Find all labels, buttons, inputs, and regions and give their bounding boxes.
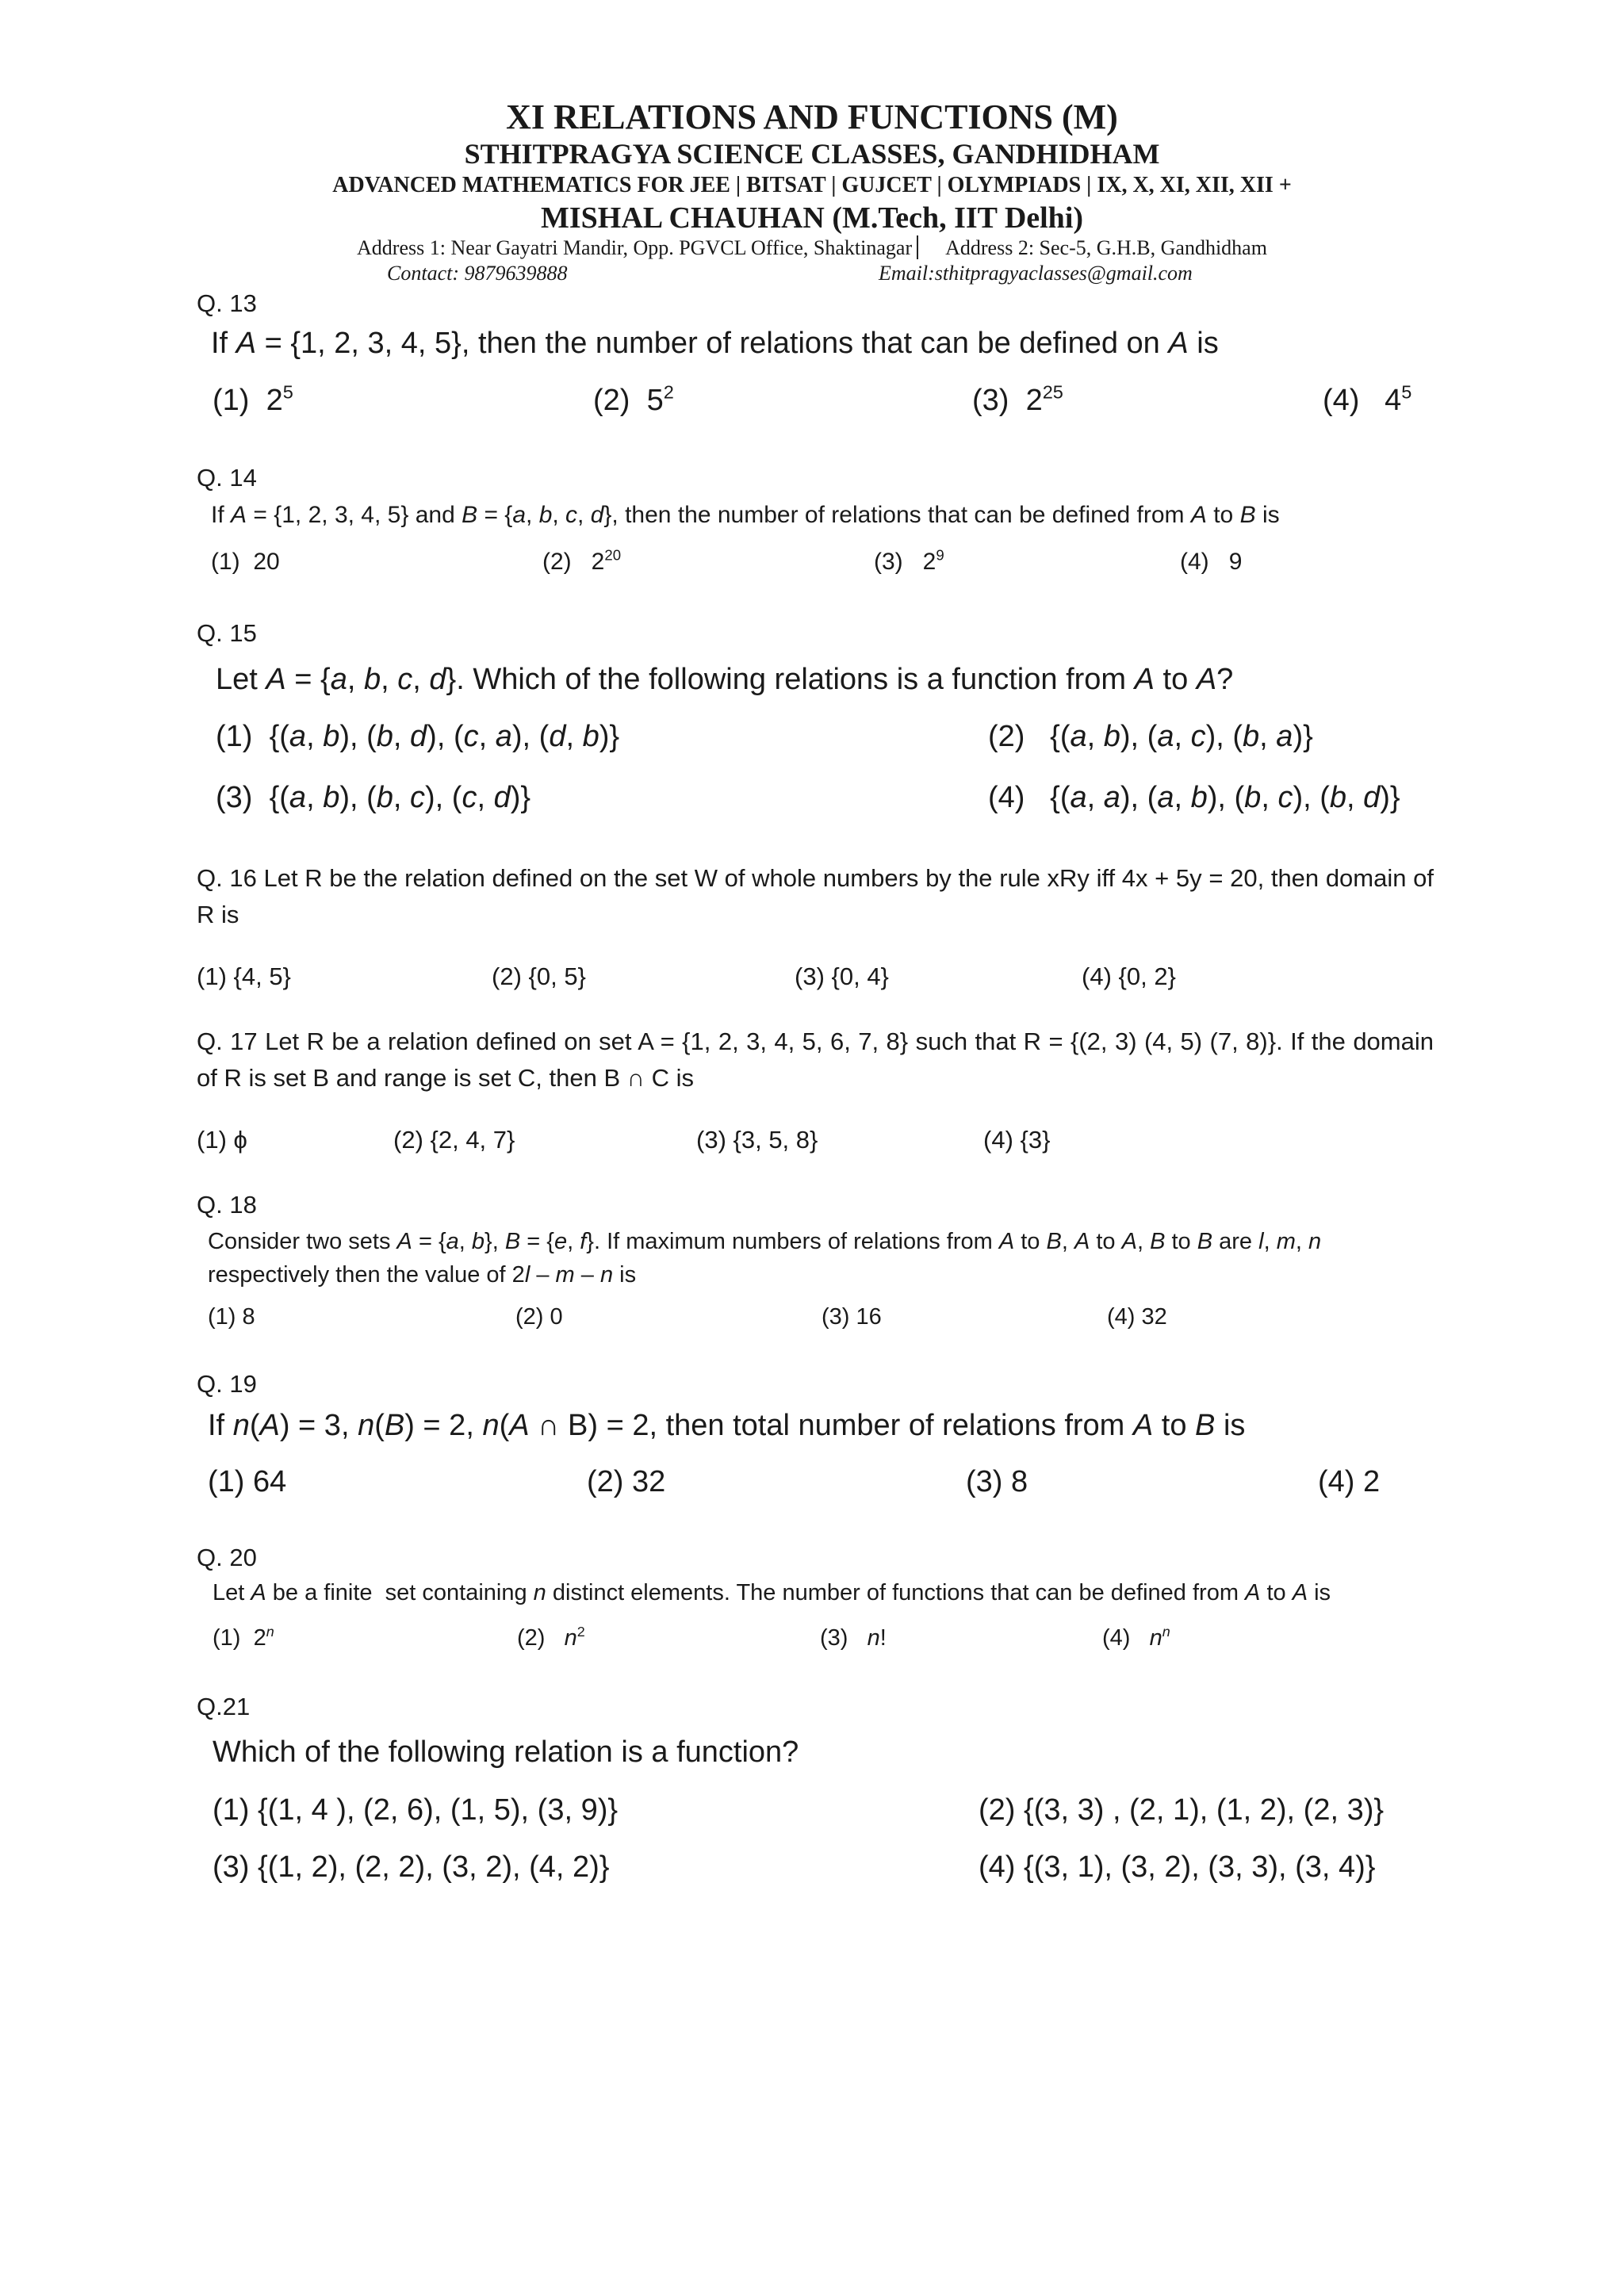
address-line: [0, 235, 1624, 260]
question-14-option-4: (4) 9: [1180, 549, 1243, 575]
question-16-option-3: (3) {0, 4}: [795, 962, 889, 990]
question-16-option-4: (4) {0, 2}: [1082, 962, 1176, 990]
address-2: Address 2: Sec-5, G.H.B, Gandhidham: [945, 236, 1267, 259]
question-20-option-3: (3) n!: [820, 1625, 887, 1651]
question-14-option-1: (1) 20: [211, 549, 280, 575]
question-15-label: Q. 15: [197, 619, 257, 647]
contact-email: Email:sthitpragyaclasses@gmail.com: [879, 262, 1193, 285]
question-17-option-1: (1) ϕ: [197, 1126, 247, 1154]
worksheet-title: XI RELATIONS AND FUNCTIONS (M): [506, 98, 1118, 136]
question-17-text: Q. 17 Let R be a relation defined on set A = {1, 2, 3, 4, 5, 6, 7, 8} such that R = {(2, 3) (4, 5) (7, 8)}. If the domain of R is set B and range is set C, then B ∩ C is: [197, 1027, 1434, 1092]
question-15-option-1: (1) {(a, b), (b, d), (c, a), (d, b)}: [216, 720, 620, 753]
question-21-stem: Which of the following relation is a function?: [213, 1735, 799, 1769]
question-18-option-3: (3) 16: [822, 1304, 882, 1330]
question-13-label: Q. 13: [197, 289, 257, 317]
question-21-option-2: (2) {(3, 3) , (2, 1), (1, 2), (2, 3)}: [979, 1793, 1385, 1827]
address-1: Address 1: Near Gayatri Mandir, Opp. PGVCL Office, Shaktinagar: [357, 236, 913, 259]
question-20-option-1: (1) 2$^n$: [213, 1623, 274, 1651]
question-19-option-1: (1) 64: [208, 1465, 287, 1498]
question-20-label: Q. 20: [197, 1544, 257, 1571]
question-18-option-4: (4) 32: [1107, 1304, 1167, 1330]
question-15-option-4: (4) {(a, a), (a, b), (b, c), (b, d)}: [988, 781, 1400, 814]
question-14-option-2: (2) $2^{20}$: [542, 546, 622, 575]
question-18-stem: Consider two sets A = {a, b}, B = {e, f}. If maximum numbers of relations from A to B, A to A, B to B are l, m, n respectively then the value of 2l – m – n is: [208, 1229, 1322, 1288]
question-21-option-1: (1) {(1, 4 ), (2, 6), (1, 5), (3, 9)}: [213, 1793, 619, 1827]
question-14-label: Q. 14: [197, 464, 257, 492]
teacher-name: MISHAL CHAUHAN (M.Tech, IIT Delhi): [540, 201, 1084, 235]
question-21-option-4: (4) {(3, 1), (3, 2), (3, 3), (3, 4)}: [979, 1850, 1376, 1884]
address-separator: [917, 235, 918, 259]
question-21-option-3: (3) {(1, 2), (2, 2), (3, 2), (4, 2)}: [213, 1850, 610, 1884]
question-14-option-3: (3) $2^9$: [874, 546, 944, 575]
question-17-option-2: (2) {2, 4, 7}: [393, 1126, 515, 1154]
question-17-option-3: (3) {3, 5, 8}: [696, 1126, 818, 1154]
question-14-stem: If A = {1, 2, 3, 4, 5} and B = {a, b, c, d}, then the number of relations that can be defined from A to B is: [211, 502, 1280, 528]
question-17-option-4: (4) {3}: [983, 1126, 1051, 1154]
question-20-option-4: (4) $n^n$: [1102, 1623, 1170, 1651]
institute-name: STHITPRAGYA SCIENCE CLASSES, GANDHIDHAM: [464, 138, 1160, 170]
question-18-option-2: (2) 0: [515, 1304, 563, 1330]
question-19-option-2: (2) 32: [587, 1465, 666, 1498]
question-13-option-3: (3) $2^{25}$: [972, 381, 1063, 417]
question-19-option-3: (3) 8: [966, 1465, 1028, 1498]
question-15-option-3: (3) {(a, b), (b, c), (c, d)}: [216, 781, 531, 814]
contact-number: Contact: 9879639888: [387, 262, 568, 285]
course-subtitle: ADVANCED MATHEMATICS FOR JEE | BITSAT | GUJCET | OLYMPIADS | IX, X, XI, XII, XII +: [332, 173, 1292, 197]
question-15-stem: Let A = {a, b, c, d}. Which of the following relations is a function from A to A?: [216, 663, 1234, 696]
question-16-option-1: (1) {4, 5}: [197, 962, 291, 990]
question-15-option-2: (2) {(a, b), (a, c), (b, a)}: [988, 720, 1313, 753]
question-13-option-2: (2) $5^2$: [593, 381, 674, 417]
question-16-option-2: (2) {0, 5}: [492, 962, 586, 990]
question-21-label: Q.21: [197, 1693, 251, 1720]
question-19-option-4: (4) 2: [1318, 1465, 1381, 1498]
question-20-option-2: (2) $n^2$: [517, 1623, 585, 1651]
question-18-label: Q. 18: [197, 1191, 257, 1219]
question-13-option-1: (1) $2^5$: [213, 381, 293, 417]
question-20-stem: Let A be a finite set containing n distinct elements. The number of functions that can be defined from A to A is: [213, 1580, 1331, 1605]
question-18-option-1: (1) 8: [208, 1304, 255, 1330]
question-19-label: Q. 19: [197, 1370, 257, 1398]
question-19-stem: If n(A) = 3, n(B) = 2, n(A ∩ B) = 2, then total number of relations from A to B is: [208, 1409, 1246, 1442]
question-13-option-4: (4) $4^5$: [1323, 381, 1412, 417]
question-16-text: Q. 16 Let R be the relation defined on the set W of whole numbers by the rule xRy iff 4x + 5y = 20, then domain of R is: [197, 864, 1434, 928]
question-13-stem: If A = {1, 2, 3, 4, 5}, then the number of relations that can be defined on A is: [211, 327, 1219, 360]
